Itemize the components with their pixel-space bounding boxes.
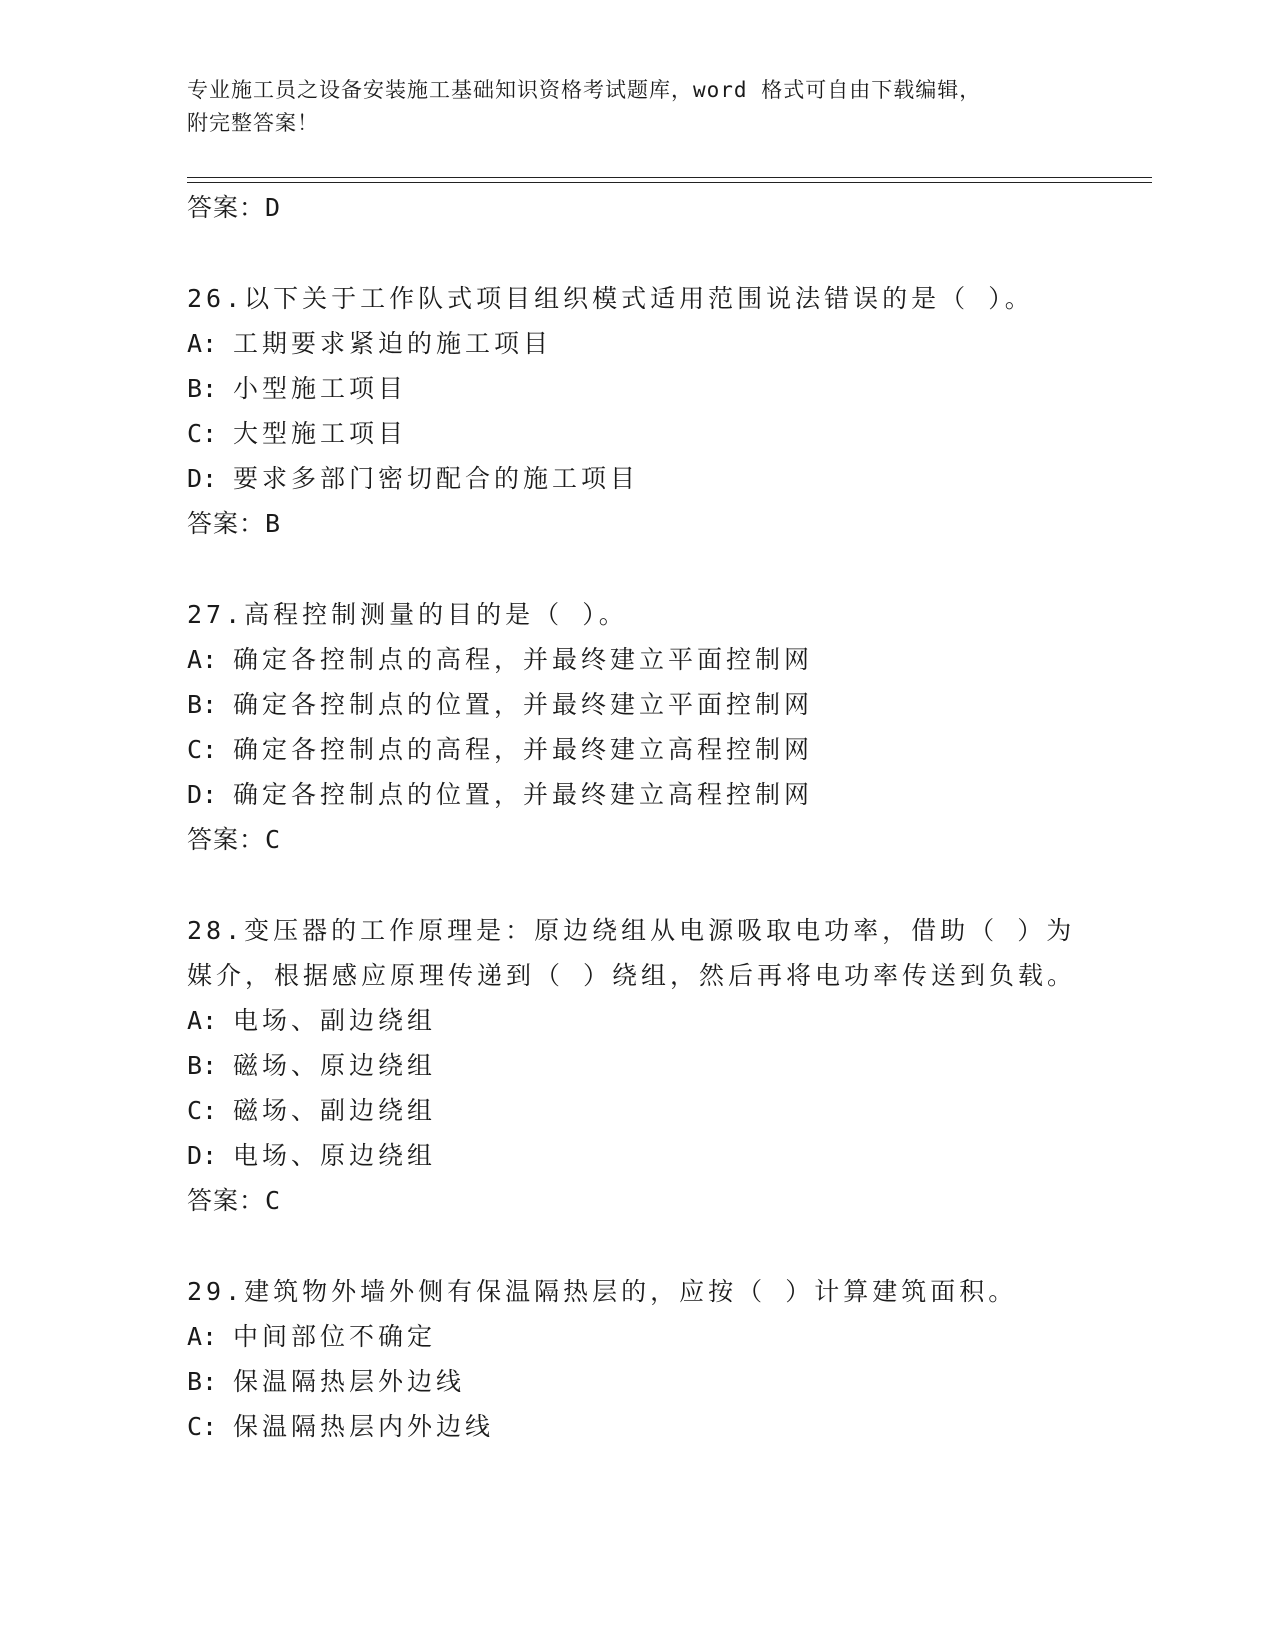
option-text: 确定各控制点的高程，并最终建立高程控制网 (233, 735, 814, 764)
option-text: 电场、原边绕组 (233, 1141, 437, 1170)
question-text: 29.建筑物外墙外侧有保温隔热层的，应按（ ）计算建筑面积。 (187, 1277, 1018, 1306)
answer-line: 答案：C (187, 825, 282, 854)
option-letter: D: (187, 464, 218, 493)
answer-line: 答案：C (187, 1186, 282, 1215)
option-letter: B: (187, 1367, 218, 1396)
question-block-27 (187, 592, 1087, 862)
option-letter: A: (187, 329, 218, 358)
header-divider-bottom (187, 182, 1152, 183)
option-d (187, 456, 1087, 501)
option-letter: A: (187, 1322, 218, 1351)
option-letter: D: (187, 1141, 218, 1170)
option-a (187, 1314, 1087, 1359)
question-text: 28.变压器的工作原理是：原边绕组从电源吸取电功率，借助（ ）为媒介，根据感应原理传递到（ ）绕组，然后再将电功率传送到负载。 (187, 916, 1077, 990)
option-a (187, 998, 1087, 1043)
option-b (187, 1359, 1087, 1404)
answer-line: 答案：D (187, 193, 282, 222)
answer-line: 答案：B (187, 509, 282, 538)
option-c (187, 727, 1087, 772)
option-b (187, 682, 1087, 727)
option-text: 确定各控制点的位置，并最终建立高程控制网 (233, 780, 814, 809)
option-text: 要求多部门密切配合的施工项目 (233, 464, 640, 493)
option-letter: D: (187, 780, 218, 809)
question-block-26 (187, 276, 1087, 546)
option-a (187, 321, 1087, 366)
question-list (187, 185, 1087, 1449)
option-text: 电场、副边绕组 (233, 1006, 437, 1035)
option-text: 磁场、原边绕组 (233, 1051, 437, 1080)
header-line-1: 专业施工员之设备安装施工基础知识资格考试题库，word 格式可自由下载编辑， (187, 78, 982, 102)
option-a (187, 637, 1087, 682)
option-letter: C: (187, 419, 218, 448)
option-text: 确定各控制点的位置，并最终建立平面控制网 (233, 690, 814, 719)
option-text: 大型施工项目 (233, 419, 408, 448)
option-text: 磁场、副边绕组 (233, 1096, 437, 1125)
option-text: 确定各控制点的高程，并最终建立平面控制网 (233, 645, 814, 674)
option-text: 工期要求紧迫的施工项目 (233, 329, 553, 358)
option-b (187, 366, 1087, 411)
option-letter: B: (187, 1051, 218, 1080)
option-letter: B: (187, 690, 218, 719)
option-letter: A: (187, 645, 218, 674)
option-c (187, 411, 1087, 456)
option-letter: C: (187, 1096, 218, 1125)
question-block-28 (187, 908, 1087, 1223)
option-c (187, 1404, 1087, 1449)
option-letter: C: (187, 735, 218, 764)
option-text: 保温隔热层内外边线 (233, 1412, 495, 1441)
option-d (187, 772, 1087, 817)
option-letter: C: (187, 1412, 218, 1441)
document-header (187, 74, 1087, 140)
header-line-2: 附完整答案！ (187, 111, 319, 135)
option-text: 保温隔热层外边线 (233, 1367, 466, 1396)
question-block-29 (187, 1269, 1087, 1449)
option-b (187, 1043, 1087, 1088)
option-text: 中间部位不确定 (233, 1322, 437, 1351)
question-text: 27.高程控制测量的目的是（ ）。 (187, 600, 628, 629)
question-text: 26.以下关于工作队式项目组织模式适用范围说法错误的是（ ）。 (187, 284, 1034, 313)
option-d (187, 1133, 1087, 1178)
option-letter: A: (187, 1006, 218, 1035)
option-text: 小型施工项目 (233, 374, 408, 403)
header-divider-top (187, 177, 1152, 178)
option-c (187, 1088, 1087, 1133)
option-letter: B: (187, 374, 218, 403)
